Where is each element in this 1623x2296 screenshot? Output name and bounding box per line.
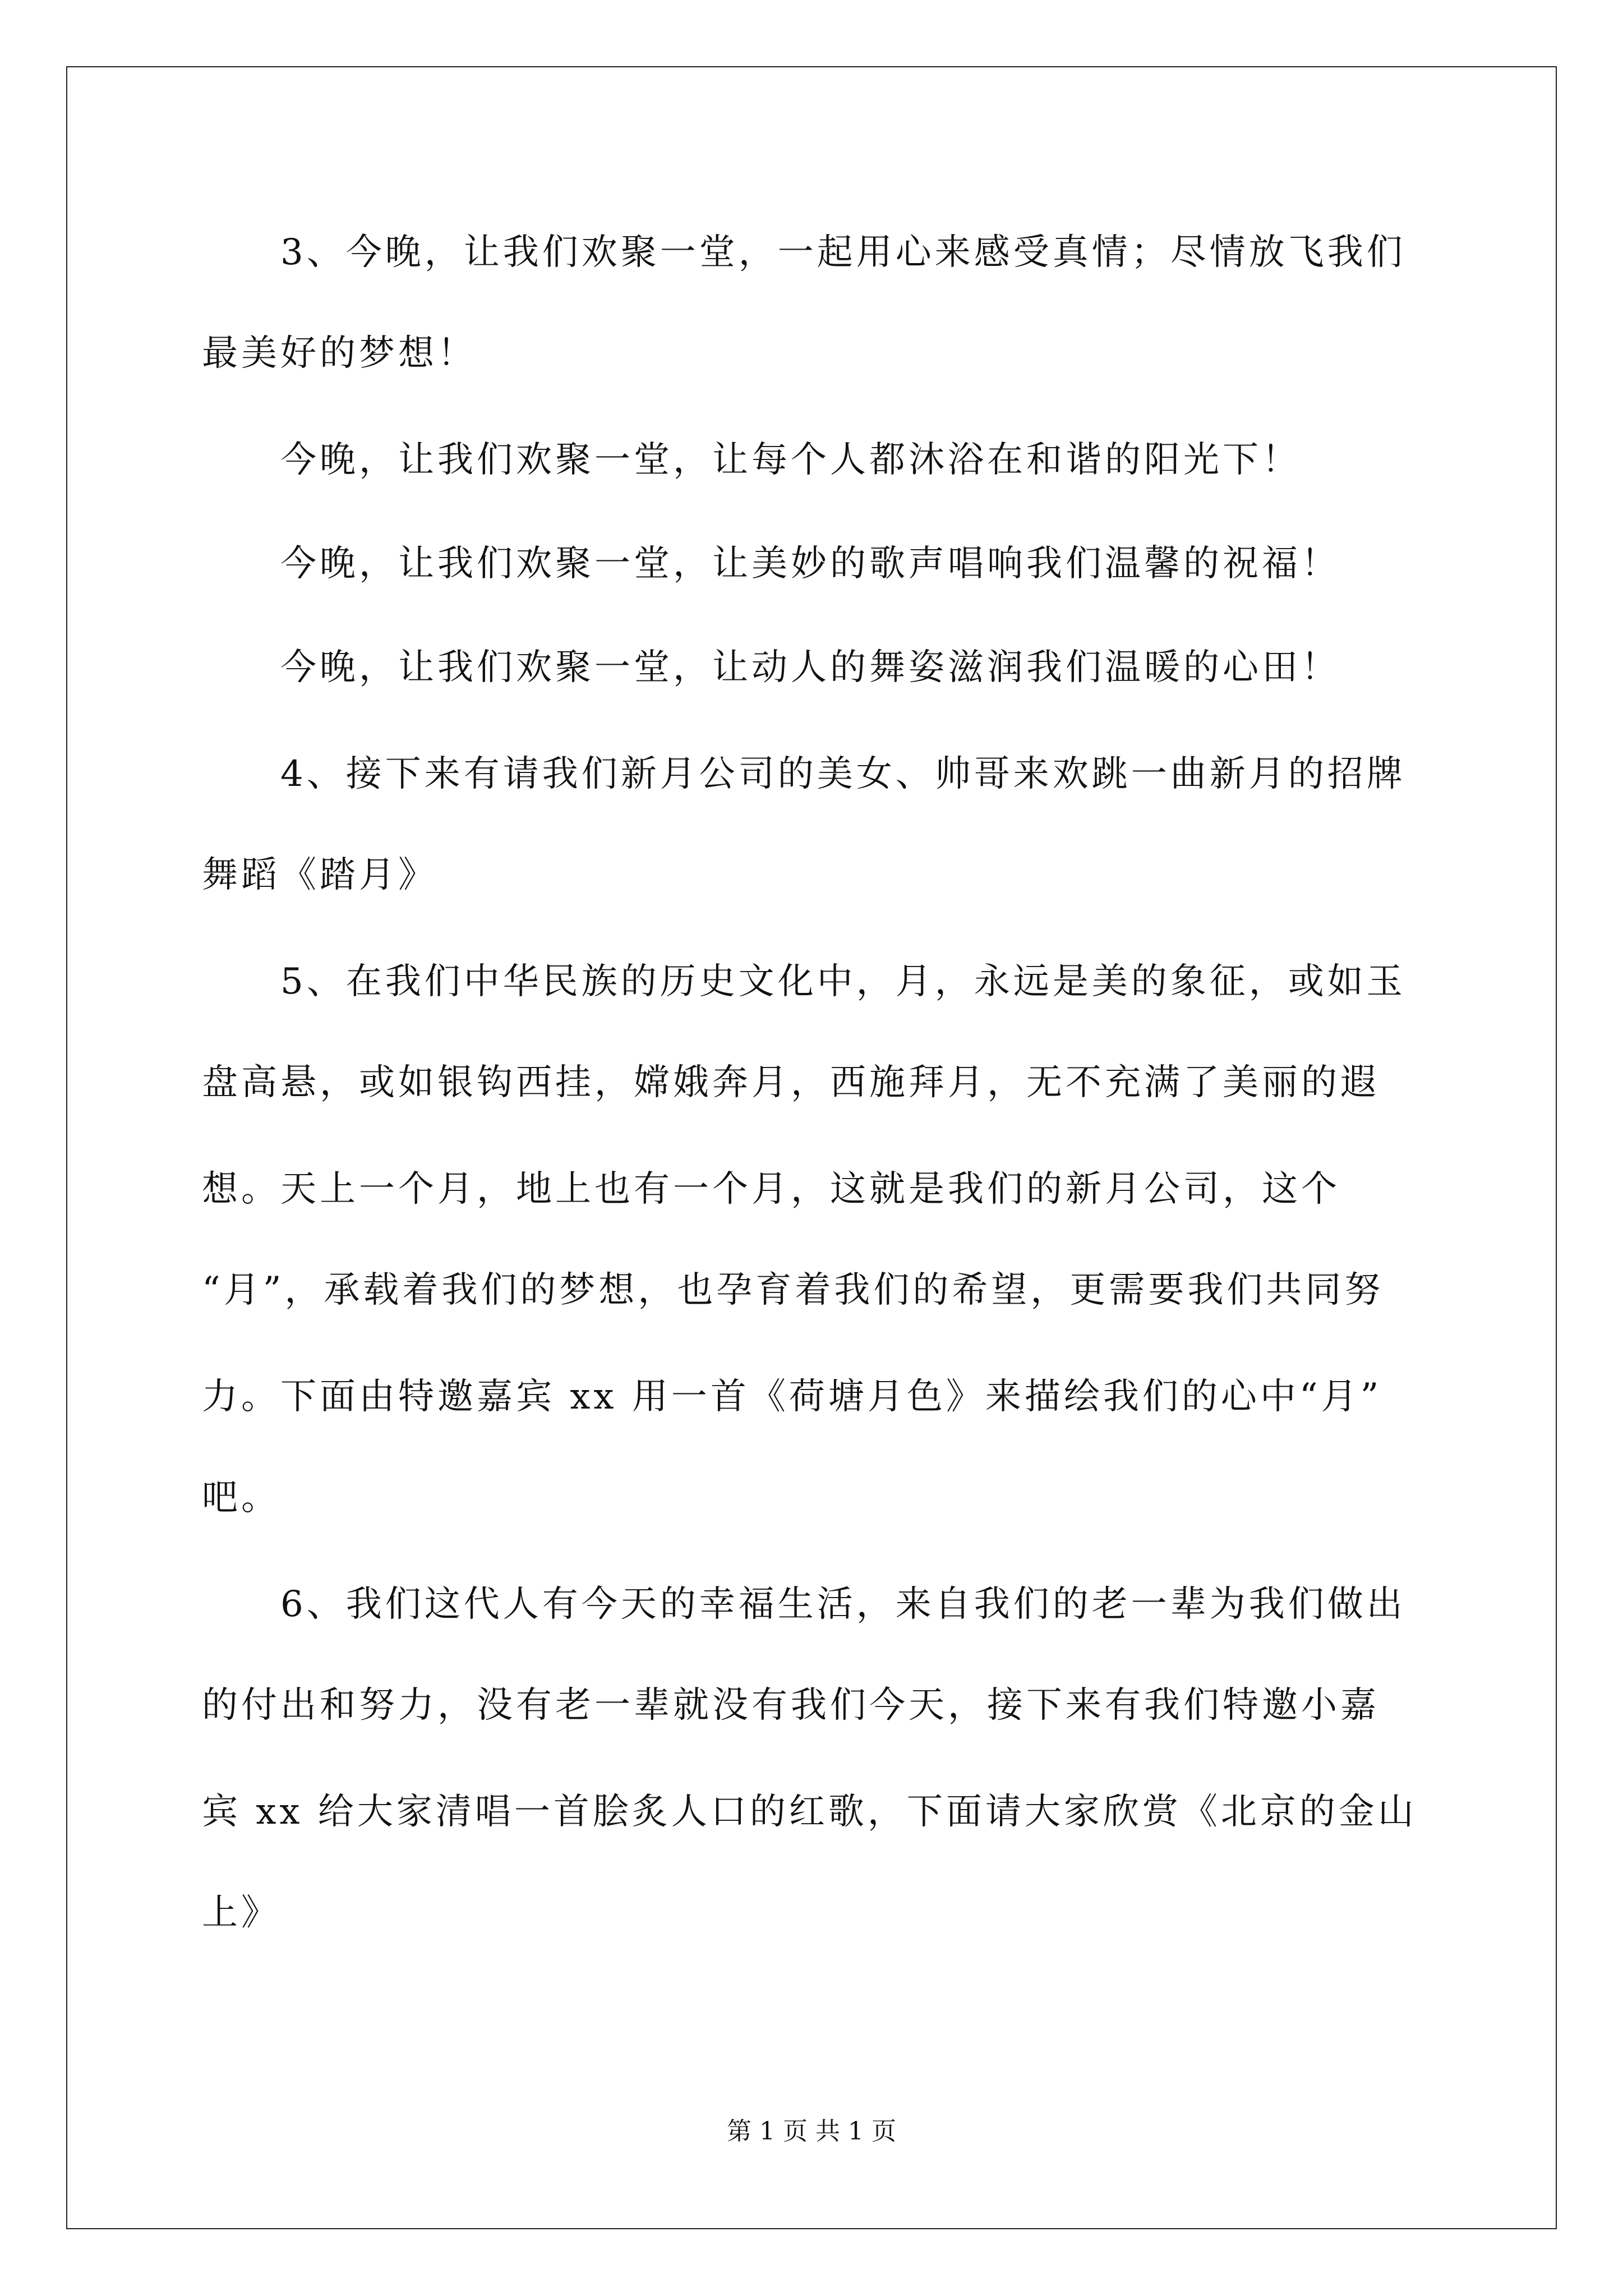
paragraph-line: 今晚，让我们欢聚一堂，让每个人都沐浴在和谐的阳光下！ — [280, 439, 1301, 481]
paragraph-line: 宾 xx 给大家清唱一首脍炙人口的红歌，下面请大家欣赏《北京的金山 — [202, 1791, 1417, 1833]
paragraph-line: 盘高悬，或如银钩西挂，嫦娥奔月，西施拜月，无不充满了美丽的遐 — [202, 1062, 1380, 1103]
paragraph-line: 力。下面由特邀嘉宾 xx 用一首《荷塘月色》来描绘我们的心中“月” — [202, 1376, 1382, 1418]
paragraph-line: 的付出和努力，没有老一辈就没有我们今天，接下来有我们特邀小嘉 — [202, 1685, 1380, 1726]
page-number-footer: 第 1 页 共 1 页 — [727, 2117, 896, 2146]
paragraph-line: 舞蹈《踏月》 — [202, 854, 437, 896]
paragraph-line: 今晚，让我们欢聚一堂，让美妙的歌声唱响我们温馨的祝福！ — [280, 543, 1340, 585]
paragraph-line: “月”，承载着我们的梦想，也孕育着我们的希望，更需要我们共同努 — [202, 1269, 1384, 1311]
paragraph-line: 今晚，让我们欢聚一堂，让动人的舞姿滋润我们温暖的心田！ — [280, 647, 1340, 688]
paragraph-line: 想。天上一个月，地上也有一个月，这就是我们的新月公司，这个 — [202, 1168, 1340, 1210]
paragraph-line: 吧。 — [202, 1477, 280, 1519]
paragraph-line: 上》 — [202, 1892, 280, 1934]
paragraph-line: 6、我们这代人有今天的幸福生活，来自我们的老一辈为我们做出 — [280, 1584, 1406, 1625]
paragraph-line: 5、在我们中华民族的历史文化中，月，永远是美的象征，或如玉 — [280, 961, 1406, 1002]
paragraph-line: 4、接下来有请我们新月公司的美女、帅哥来欢跳一曲新月的招牌 — [280, 753, 1406, 795]
paragraph-line: 3、今晚，让我们欢聚一堂，一起用心来感受真情；尽情放飞我们 — [280, 232, 1406, 273]
paragraph-line: 最美好的梦想！ — [202, 333, 477, 374]
